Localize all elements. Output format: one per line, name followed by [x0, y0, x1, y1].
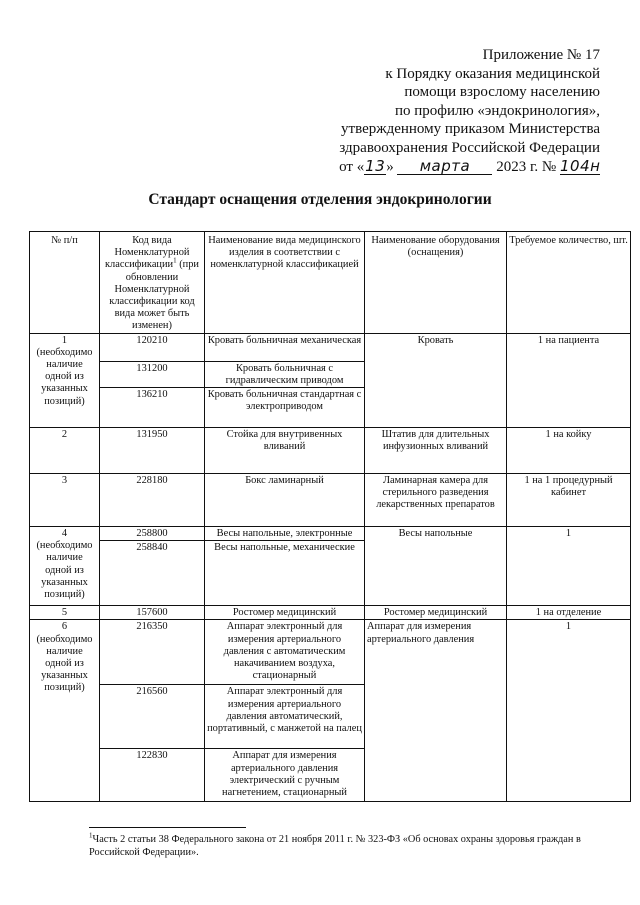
code-cell: 122830 — [100, 749, 205, 802]
appendix-line: помощи взрослому населению — [404, 84, 600, 101]
equipment-cell: Штатив для длительных инфузионных вливаний — [365, 428, 507, 474]
table-row — [30, 474, 631, 527]
date-prefix: от « — [339, 158, 365, 175]
code-cell: 157600 — [100, 606, 205, 620]
device-name-cell: Аппарат электронный для измерения артериального давления автоматический, портативный, с манжетой на палец — [205, 685, 365, 749]
date-mid: » — [386, 158, 394, 175]
equipment-cell: Кровать — [365, 333, 507, 427]
quantity-cell: 1 — [507, 527, 631, 606]
column-header-equipment: Наименование оборудования (оснащения) — [365, 232, 507, 334]
equipment-cell: Весы напольные — [365, 527, 507, 606]
appendix-header — [300, 46, 600, 176]
device-name-cell: Стойка для внутривенных вливаний — [205, 428, 365, 474]
row-number-cell: 6 (необходимо наличие одной из указанных позиций) — [30, 620, 100, 802]
device-name-cell: Аппарат электронный для измерения артериального давления с автоматическим накачиванием воздуха, стационарный — [205, 620, 365, 685]
footnote-mark: 1 — [89, 831, 93, 840]
order-date-line — [300, 158, 600, 177]
quantity-cell: 1 на 1 процедурный кабинет — [507, 474, 631, 527]
row-number-cell: 2 — [30, 428, 100, 474]
appendix-line: здравоохранения Российской Федерации — [339, 139, 600, 156]
appendix-number: Приложение № 17 — [482, 47, 600, 63]
quantity-cell: 1 на отделение — [507, 606, 631, 620]
table-row — [30, 428, 631, 474]
row-number-cell: 4 (необходимо наличие одной из указанных позиций) — [30, 527, 100, 606]
equipment-cell: Аппарат для измерения артериального давления — [365, 620, 507, 802]
equipment-cell: Ламинарная камера для стерильного разведения лекарственных препаратов — [365, 474, 507, 527]
column-header-number: № п/п — [30, 232, 100, 334]
table-row — [30, 333, 631, 361]
code-cell: 136210 — [100, 388, 205, 428]
order-number: 104н — [560, 156, 601, 175]
footnote — [89, 833, 609, 859]
row-number-cell: 5 — [30, 606, 100, 620]
appendix-line: по профилю «эндокринология», — [394, 102, 600, 119]
device-name-cell: Кровать больничная с гидравлическим приводом — [205, 361, 365, 387]
device-name-cell: Аппарат для измерения артериального давления электрический с ручным нагнетением, стационарный — [205, 749, 365, 802]
footnote-mark: 1 — [173, 256, 177, 265]
order-month: марта — [397, 158, 492, 175]
equipment-table — [29, 231, 631, 802]
column-header-code: Код вида Номенклатурной классификации$^1$ (при обновлении Номенклатурной классификации код вида может быть изменен) — [100, 232, 205, 334]
table-row — [30, 620, 631, 685]
device-name-cell: Кровать больничная стандартная с электроприводом — [205, 388, 365, 428]
order-year: 2023 г. № — [496, 158, 557, 175]
order-day: 13 — [365, 156, 386, 175]
code-cell: 120210 — [100, 333, 205, 361]
code-cell: 131200 — [100, 361, 205, 387]
document-title: Стандарт оснащения отделения эндокринологии — [148, 191, 492, 208]
code-cell: 131950 — [100, 428, 205, 474]
quantity-cell: 1 — [507, 620, 631, 802]
column-header-device-name: Наименование вида медицинского изделия в соответствии с номенклатурной классификацией — [205, 232, 365, 334]
footnote-divider — [89, 827, 246, 828]
code-cell: 228180 — [100, 474, 205, 527]
row-number-cell: 3 — [30, 474, 100, 527]
code-note: (при обновлении Номенклатурной классификации код вида может быть изменен) — [109, 259, 199, 332]
appendix-line: к Порядку оказания медицинской — [385, 65, 600, 82]
row-number-cell: 1 (необходимо наличие одной из указанных позиций) — [30, 333, 100, 427]
code-cell: 216350 — [100, 620, 205, 685]
code-cell: 216560 — [100, 685, 205, 749]
device-name-cell: Весы напольные, механические — [205, 541, 365, 606]
column-header-quantity: Требуемое количество, шт. — [507, 232, 631, 334]
quantity-cell: 1 на койку — [507, 428, 631, 474]
equipment-cell: Ростомер медицинский — [365, 606, 507, 620]
table-row — [30, 606, 631, 620]
table-row — [30, 527, 631, 541]
device-name-cell: Весы напольные, электронные — [205, 527, 365, 541]
code-cell: 258840 — [100, 541, 205, 606]
code-cell: 258800 — [100, 527, 205, 541]
table-header-row — [30, 232, 631, 334]
quantity-cell: 1 на пациента — [507, 333, 631, 427]
footnote-text: Часть 2 статьи 38 Федерального закона от 21 ноября 2011 г. № 323-ФЗ «Об основах охраны здоровья граждан в Российской Федерации». — [89, 834, 581, 858]
device-name-cell: Кровать больничная механическая — [205, 333, 365, 361]
appendix-line: утвержденному приказом Министерства — [341, 121, 600, 138]
device-name-cell: Бокс ламинарный — [205, 474, 365, 527]
device-name-cell: Ростомер медицинский — [205, 606, 365, 620]
